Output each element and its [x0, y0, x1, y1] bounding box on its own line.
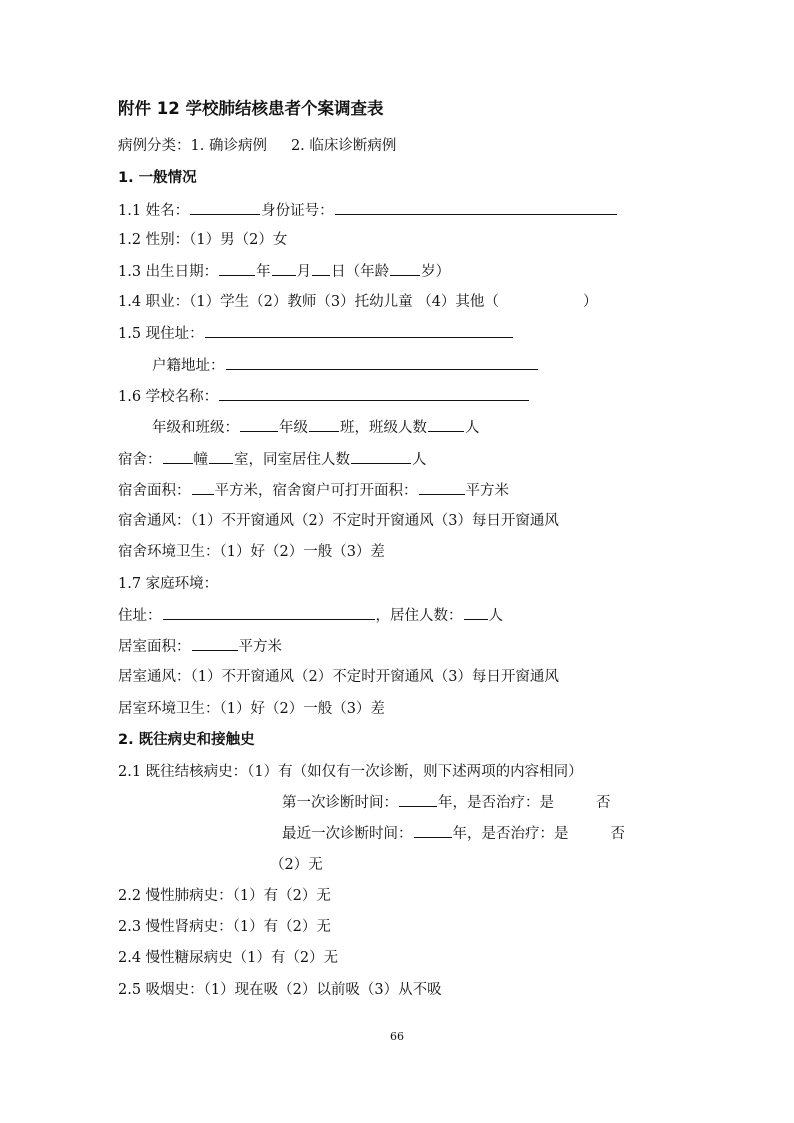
chronic-kidney-disease-row: 2.3 慢性肾病史：（1）有（2）无: [118, 919, 331, 935]
home-area-row: [118, 636, 282, 657]
grade-unit: 年级: [279, 420, 308, 436]
school-name-label: 1.6 学校名称：: [118, 389, 219, 405]
birth-date-label: 1.3 出生日期：: [118, 264, 219, 280]
classification-label: 病例分类：: [118, 138, 191, 154]
class-blank[interactable]: [309, 417, 339, 432]
first-diagnosis-row: [282, 792, 611, 813]
classification-option-clinical: 2. 临床诊断病例: [290, 138, 397, 154]
building-unit: 幢: [193, 452, 208, 468]
recent-diagnosis-row: [282, 823, 625, 844]
first-diagnosis-label: 第一次诊断时间：: [282, 795, 398, 811]
case-classification: [118, 136, 396, 156]
household-address-blank[interactable]: [226, 355, 538, 370]
class-size-blank[interactable]: [428, 417, 464, 432]
id-number-blank[interactable]: [335, 200, 617, 215]
birth-day-blank[interactable]: [312, 261, 330, 276]
dormitory-area-row: [118, 480, 509, 501]
first-treated-yes: 年，是否治疗：是: [438, 795, 554, 811]
dormitory-hygiene-row: 宿舍环境卫生：（1）好（2）一般（3）差: [118, 544, 385, 560]
home-address-label: 住址：: [118, 608, 162, 624]
roommates-label: 室，同室居住人数: [234, 452, 350, 468]
section-general-info-heading: 1. 一般情况: [118, 170, 197, 186]
age-blank[interactable]: [390, 261, 420, 276]
square-meter-unit: 平方米: [238, 639, 282, 655]
home-address-row: [118, 605, 503, 626]
person-unit: 人: [465, 420, 480, 436]
occupation-close: ）: [582, 294, 598, 310]
age-unit: 岁）: [421, 264, 451, 280]
name-id-row: [118, 200, 618, 221]
current-address-row: [118, 323, 514, 344]
page-number: 66: [390, 1030, 404, 1043]
household-address-label: 户籍地址：: [152, 358, 225, 374]
classification-option-confirmed: 1. 确诊病例: [190, 138, 267, 154]
room-blank[interactable]: [209, 449, 233, 464]
dormitory-ventilation-row: 宿舍通风：（1）不开窗通风（2）不定时开窗通风（3）每日开窗通风: [118, 513, 559, 529]
home-area-label: 居室面积：: [118, 639, 191, 655]
birth-month-blank[interactable]: [272, 261, 296, 276]
month-unit: 月: [296, 264, 312, 280]
building-blank[interactable]: [163, 449, 193, 464]
first-diagnosis-blank[interactable]: [399, 792, 437, 807]
gender-row: 1.2 性别：（1）男（2）女: [118, 232, 288, 248]
grade-class-row: [152, 417, 480, 438]
home-hygiene-row: 居室环境卫生：（1）好（2）一般（3）差: [118, 701, 385, 717]
chronic-lung-disease-row: 2.2 慢性肺病史：（1）有（2）无: [118, 888, 331, 904]
name-label: 1.1 姓名：: [118, 203, 190, 219]
grade-blank[interactable]: [240, 417, 278, 432]
recent-treated-yes: 年，是否治疗：是: [452, 826, 569, 842]
family-environment-heading: 1.7 家庭环境：: [118, 576, 219, 592]
recent-diagnosis-blank[interactable]: [414, 823, 452, 838]
home-ventilation-row: 居室通风：（1）不开窗通风（2）不定时开窗通风（3）每日开窗通风: [118, 669, 559, 685]
dormitory-row: [118, 449, 427, 470]
name-blank[interactable]: [190, 200, 260, 215]
recent-diagnosis-label: 最近一次诊断时间：: [282, 826, 413, 842]
diabetes-history-row: 2.4 慢性糖尿病史（1）有（2）无: [118, 950, 339, 966]
dormitory-area-blank[interactable]: [192, 480, 214, 495]
current-address-blank[interactable]: [205, 323, 513, 338]
dormitory-label: 宿舍：: [118, 452, 162, 468]
birth-date-row: [118, 261, 450, 282]
document-title: 附件 12 学校肺结核患者个案调查表: [118, 99, 384, 118]
window-area-blank[interactable]: [419, 480, 465, 495]
school-name-row: [118, 386, 530, 407]
smoking-history-row: 2.5 吸烟史：（1）现在吸（2）以前吸（3）从不吸: [118, 982, 442, 998]
dormitory-area-label: 宿舍面积：: [118, 483, 191, 499]
year-unit: 年: [256, 264, 271, 280]
school-name-blank[interactable]: [219, 386, 529, 401]
occupation-row: [118, 292, 597, 312]
tb-history-row: 2.1 既往结核病史：（1）有（如仅有一次诊断，则下述两项的内容相同）: [118, 764, 583, 780]
person-unit: 人: [412, 452, 427, 468]
tb-history-none: （2）无: [270, 857, 323, 873]
recent-treated-no: 否: [610, 826, 625, 842]
id-number-label: 身份证号：: [261, 203, 334, 219]
residents-blank[interactable]: [464, 605, 488, 620]
grade-class-label: 年级和班级：: [152, 420, 239, 436]
first-treated-no: 否: [596, 795, 611, 811]
roommates-blank[interactable]: [351, 449, 411, 464]
birth-year-blank[interactable]: [219, 261, 255, 276]
section-medical-history-heading: 2. 既往病史和接触史: [118, 732, 255, 748]
person-unit: 人: [488, 608, 503, 624]
home-area-blank[interactable]: [192, 636, 238, 651]
home-address-blank[interactable]: [163, 605, 375, 620]
window-area-label: 平方米，宿舍窗户可打开面积：: [214, 483, 418, 499]
residents-label: ，居住人数：: [375, 608, 463, 624]
day-age-label: 日（年龄: [331, 264, 390, 280]
class-size-label: 班，班级人数: [340, 420, 427, 436]
household-address-row: [152, 355, 539, 376]
square-meter-unit: 平方米: [465, 483, 509, 499]
current-address-label: 1.5 现住址：: [118, 326, 204, 342]
occupation-label: 1.4 职业：（1）学生（2）教师（3）托幼儿童 （4）其他（: [118, 294, 499, 310]
